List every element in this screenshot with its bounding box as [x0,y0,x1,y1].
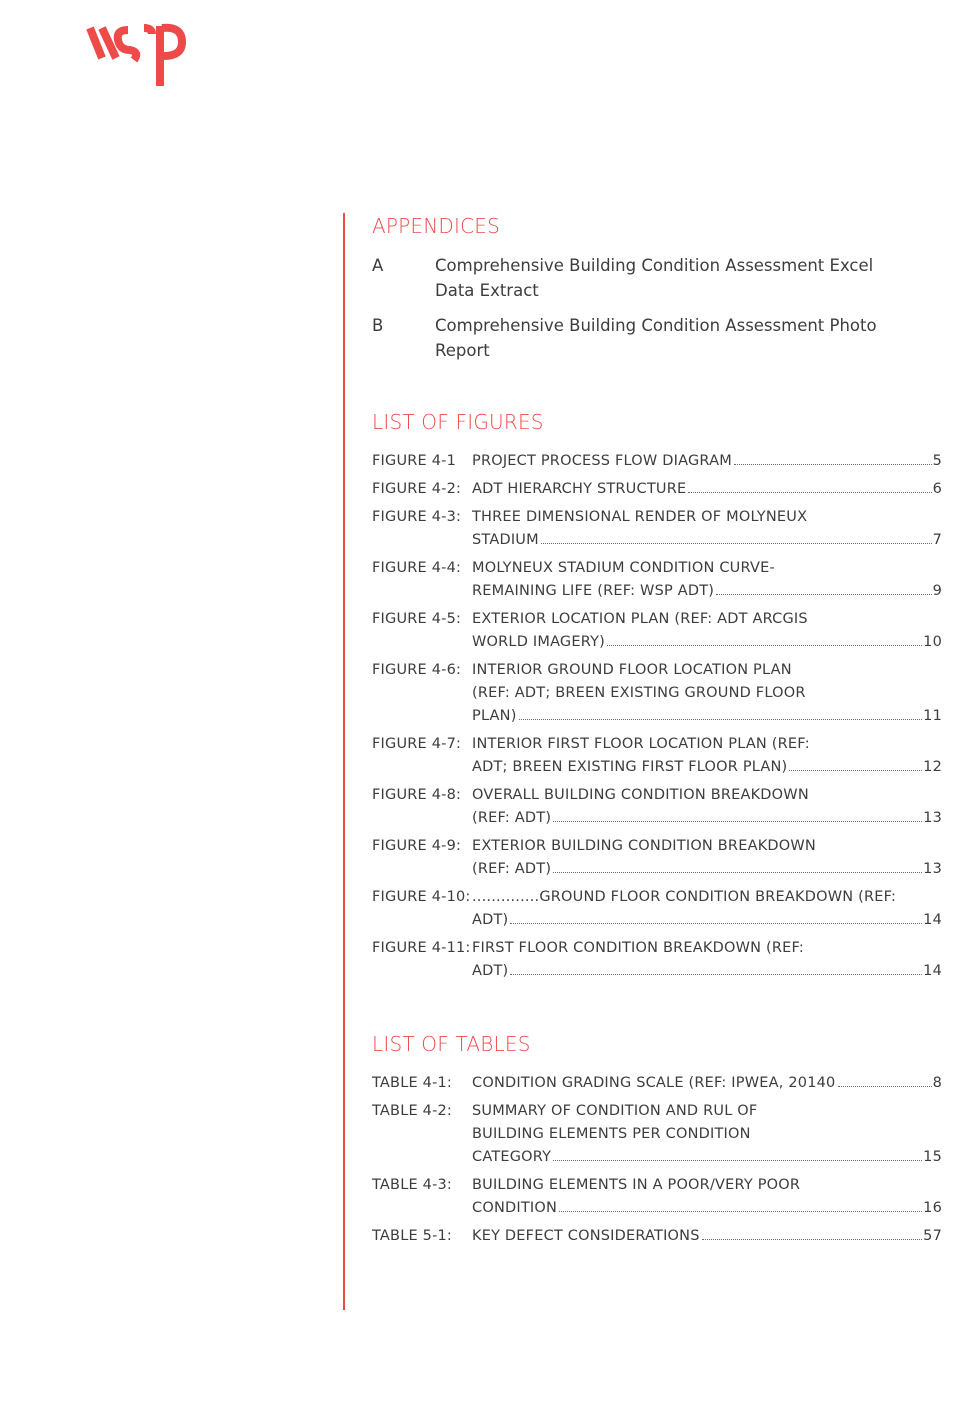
dot-leader [734,463,932,465]
figure-entry-page-number: 13 [923,861,942,877]
appendix-title-line: Report [435,341,490,360]
table-entry-title [472,1100,942,1169]
figure-entry-title-line: ADT) [472,963,509,979]
appendix-letter: A [372,256,384,275]
figure-entry-title-line: (REF: ADT; BREEN EXISTING GROUND FLOOR [472,685,806,701]
dot-leader [702,1238,923,1240]
figure-entry-page-number: 9 [932,583,942,599]
table-entry-title-line: CONDITION [472,1200,558,1216]
figure-entry-title-line: INTERIOR GROUND FLOOR LOCATION PLAN [472,662,792,678]
table-entry-label: TABLE 4-1: [372,1075,453,1091]
figure-entry-title [472,659,942,728]
dot-leader [553,871,922,873]
table-entry-title-line: BUILDING ELEMENTS PER CONDITION [472,1126,751,1142]
table-entry-title-line: KEY DEFECT CONSIDERATIONS [472,1228,700,1244]
figure-entry-title [472,506,942,552]
table-entry-title-line: SUMMARY OF CONDITION AND RUL OF [472,1103,758,1119]
figure-entry-label: FIGURE 4-3: [372,509,462,525]
figure-entry-label: FIGURE 4-1 [372,453,456,469]
table-entry-title-line: BUILDING ELEMENTS IN A POOR/VERY POOR [472,1177,801,1193]
figure-entry-title-line: FIRST FLOOR CONDITION BREAKDOWN (REF: [472,940,804,956]
dot-leader [789,769,922,771]
figure-entry-title-line: PROJECT PROCESS FLOW DIAGRAM [472,453,732,469]
table-entry-title [472,1072,942,1095]
dot-leader [541,542,932,544]
figure-entry-page-number: 6 [932,481,942,497]
dot-leader [519,718,923,720]
dot-leader [838,1085,932,1087]
appendices-heading: APPENDICES [372,214,500,238]
table-entry-label: TABLE 5-1: [372,1228,453,1244]
figure-entry-title-line: ..............GROUND FLOOR CONDITION BREAKDOWN (REF: [472,889,897,905]
appendix-title [435,313,935,363]
figure-entry-title-line: THREE DIMENSIONAL RENDER OF MOLYNEUX [472,509,808,525]
dot-leader [716,593,931,595]
figure-entry-title [472,835,942,881]
table-entry-label: TABLE 4-3: [372,1177,453,1193]
figure-entry-page-number: 11 [923,708,942,724]
table-entry-title [472,1174,942,1220]
figure-entry-title [472,784,942,830]
figure-entry-title [472,937,942,983]
dot-leader [559,1210,922,1212]
figures-heading: LIST OF FIGURES [372,410,544,434]
figure-entry-title [472,478,942,501]
figure-entry-title-line: STADIUM [472,532,539,548]
appendix-letter: B [372,316,384,335]
table-entry-page-number: 8 [932,1075,942,1091]
figure-entry-title-line: REMAINING LIFE (REF: WSP ADT) [472,583,715,599]
table-entry-title-line: CATEGORY [472,1149,552,1165]
figure-entry-title-line: (REF: ADT) [472,861,552,877]
dot-leader [510,922,922,924]
figure-entry-label: FIGURE 4-7: [372,736,462,752]
figure-entry-title [472,733,942,779]
figure-entry-title-line: OVERALL BUILDING CONDITION BREAKDOWN [472,787,809,803]
appendix-title-line: Comprehensive Building Condition Assessment Excel [435,256,874,275]
appendix-title-line: Comprehensive Building Condition Assessment Photo [435,316,877,335]
figure-entry-page-number: 12 [923,759,942,775]
dot-leader [688,491,931,493]
figure-entry-title [472,557,942,603]
table-entry-page-number: 57 [923,1228,942,1244]
figure-entry-title [472,608,942,654]
figure-entry-title-line: (REF: ADT) [472,810,552,826]
figure-entry-label: FIGURE 4-9: [372,838,462,854]
figure-entry-label: FIGURE 4-11: [372,940,471,956]
figure-entry-label: FIGURE 4-6: [372,662,462,678]
wsp-logo [86,20,222,90]
figure-entry-title-line: ADT; BREEN EXISTING FIRST FLOOR PLAN) [472,759,788,775]
figure-entry-title-line: ADT) [472,912,509,928]
figure-entry-label: FIGURE 4-10: [372,889,471,905]
figure-entry-page-number: 14 [923,963,942,979]
figure-entry-label: FIGURE 4-2: [372,481,462,497]
dot-leader [607,644,922,646]
figure-entry-page-number: 14 [923,912,942,928]
figure-entry-title-line: EXTERIOR BUILDING CONDITION BREAKDOWN [472,838,816,854]
dot-leader [553,1159,922,1161]
dot-leader [510,973,922,975]
figure-entry-title-line: WORLD IMAGERY) [472,634,605,650]
figure-entry-title-line: MOLYNEUX STADIUM CONDITION CURVE- [472,560,775,576]
dot-leader [553,820,922,822]
figure-entry-label: FIGURE 4-8: [372,787,462,803]
table-entry-page-number: 16 [923,1200,942,1216]
figure-entry-page-number: 5 [932,453,942,469]
figure-entry-page-number: 10 [923,634,942,650]
figure-entry-page-number: 13 [923,810,942,826]
figure-entry-label: FIGURE 4-4: [372,560,462,576]
figure-entry-title [472,450,942,473]
table-entry-page-number: 15 [923,1149,942,1165]
appendix-title-line: Data Extract [435,281,539,300]
figure-entry-title [472,886,942,932]
appendix-title [435,253,935,303]
table-entry-title [472,1225,942,1248]
vertical-rule [343,213,345,1310]
figure-entry-label: FIGURE 4-5: [372,611,462,627]
figure-entry-title-line: EXTERIOR LOCATION PLAN (REF: ADT ARCGIS [472,611,808,627]
tables-heading: LIST OF TABLES [372,1032,531,1056]
table-entry-title-line: CONDITION GRADING SCALE (REF: IPWEA, 20140 [472,1075,836,1091]
figure-entry-page-number: 7 [932,532,942,548]
table-entry-label: TABLE 4-2: [372,1103,453,1119]
figure-entry-title-line: PLAN) [472,708,517,724]
figure-entry-title-line: INTERIOR FIRST FLOOR LOCATION PLAN (REF: [472,736,810,752]
figure-entry-title-line: ADT HIERARCHY STRUCTURE [472,481,687,497]
